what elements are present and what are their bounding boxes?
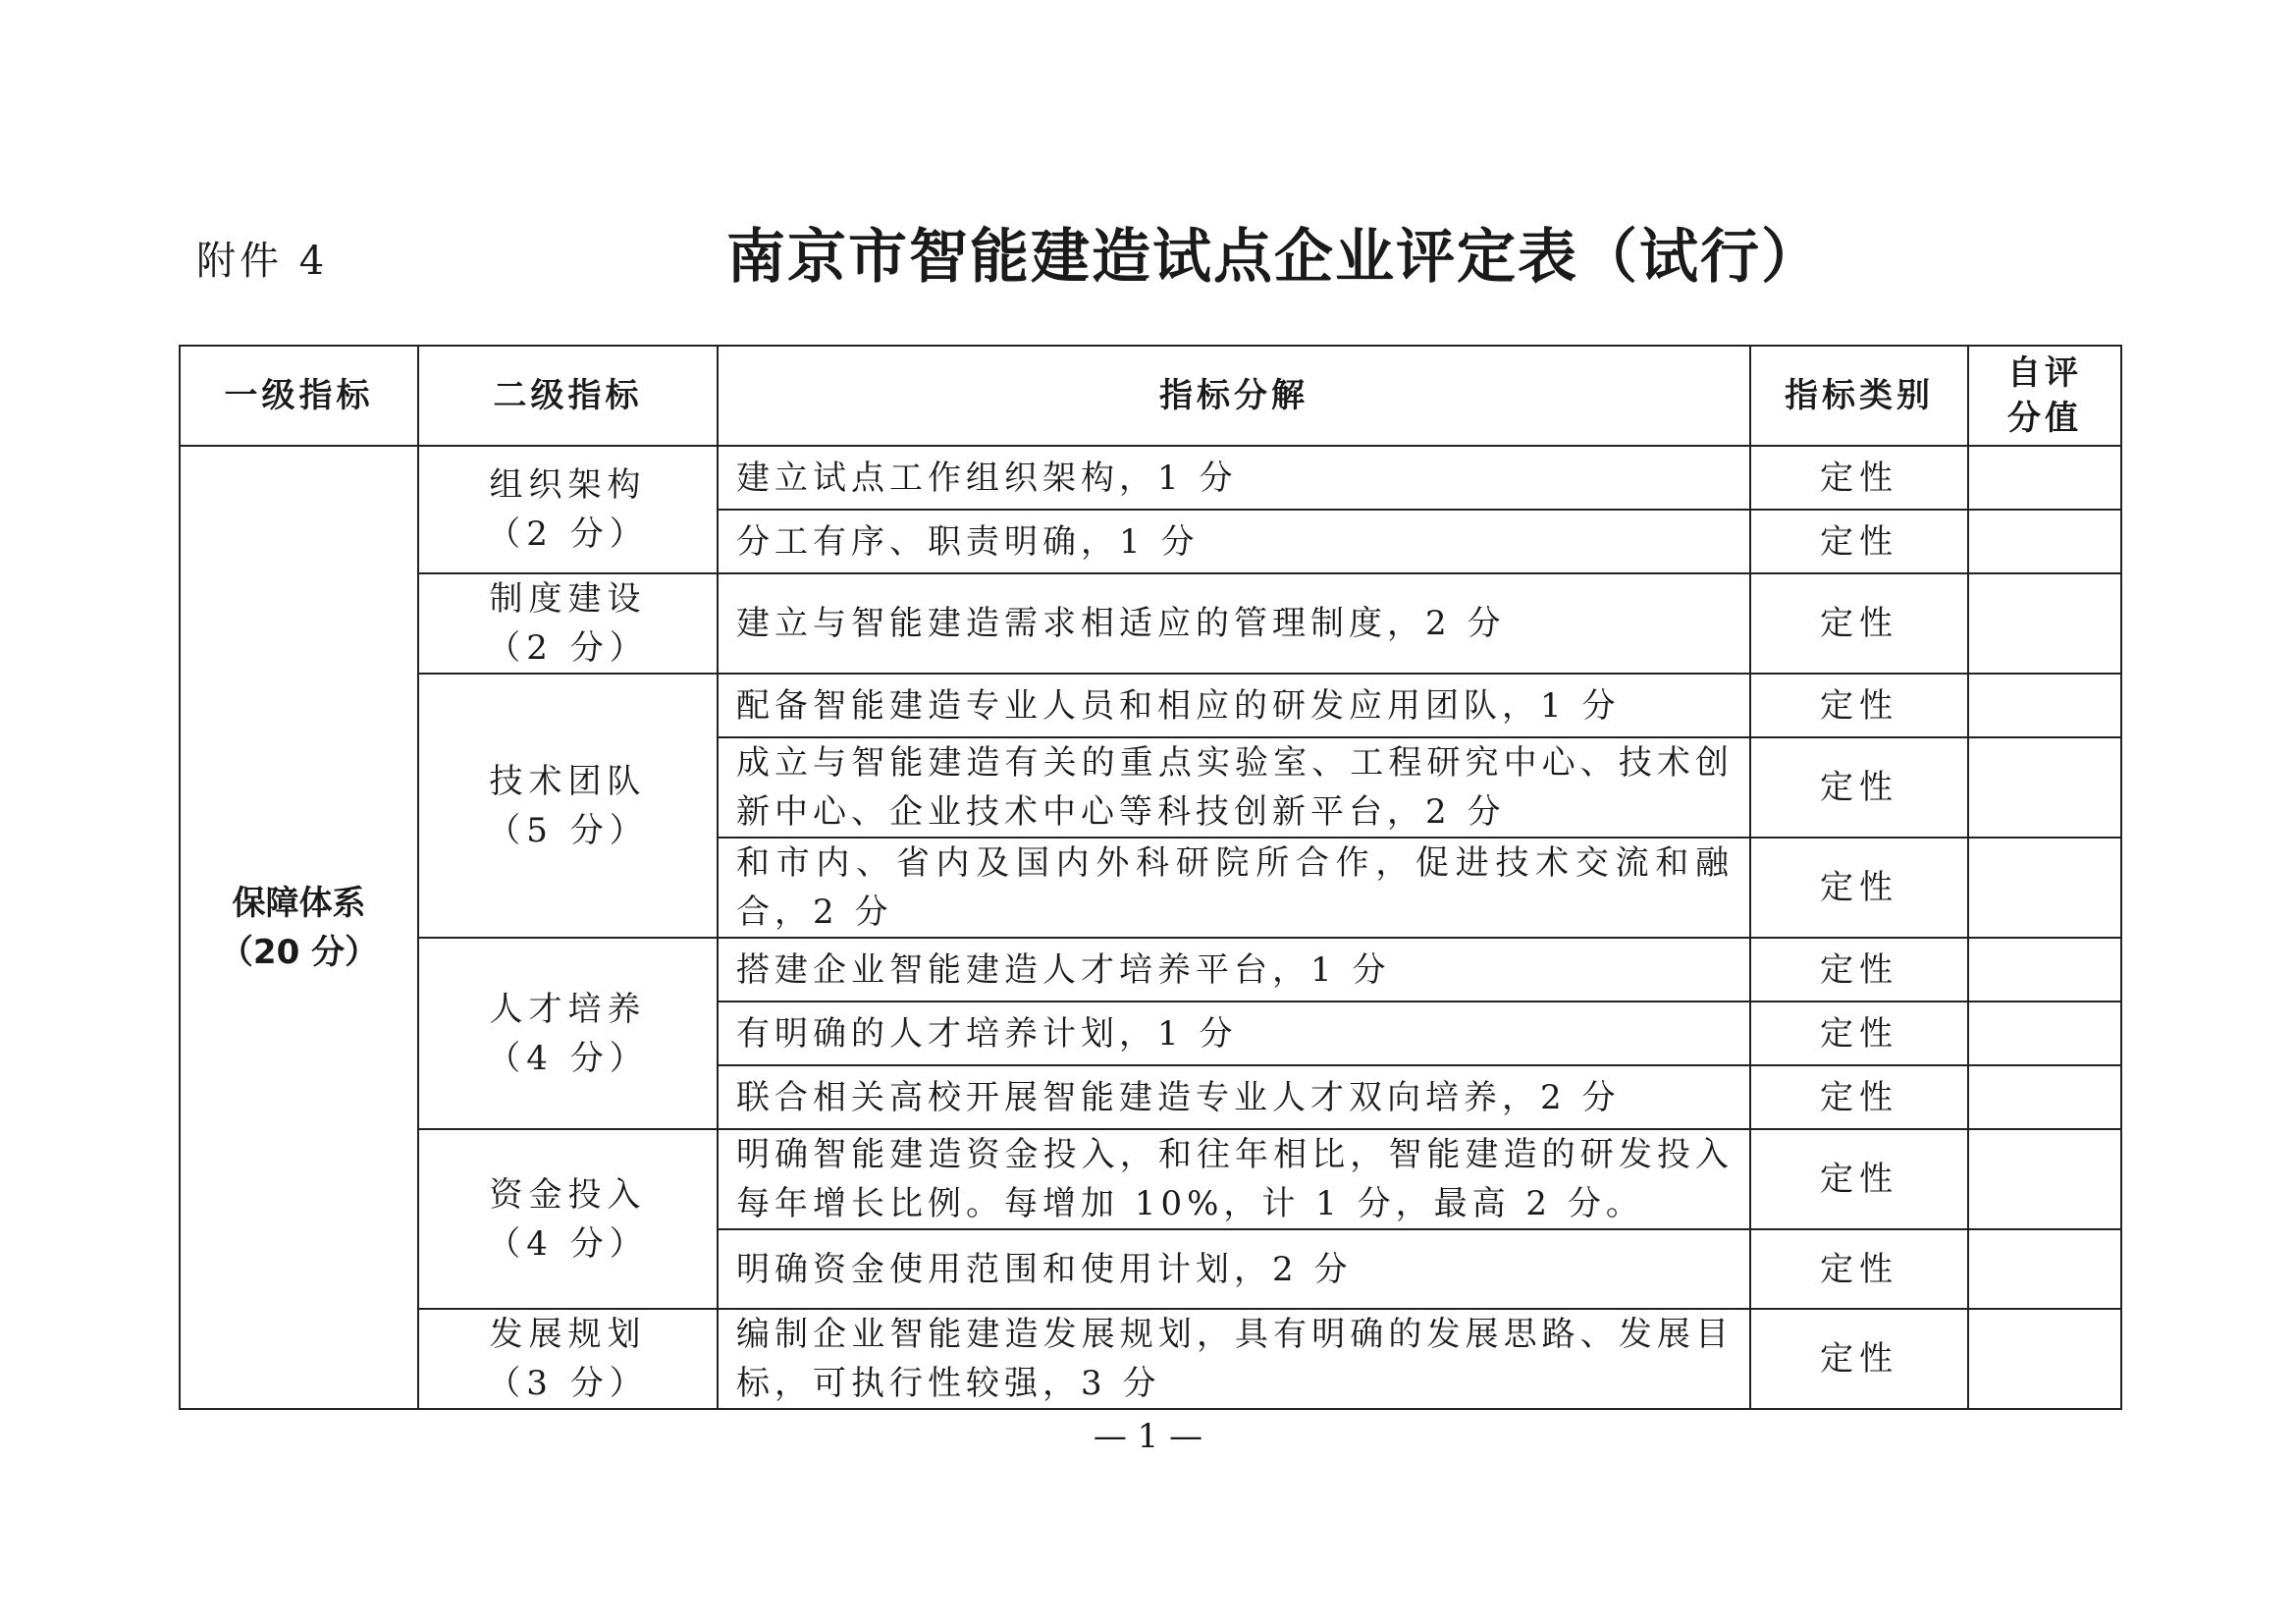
page-number: — 1 — (1093, 1417, 1203, 1456)
level2-score: （2 分） (487, 628, 649, 668)
level1-name: 保障体系 (232, 883, 366, 923)
level1-cell (180, 446, 418, 1409)
self-score-cell[interactable] (1968, 510, 2121, 573)
self-score-cell[interactable] (1968, 1129, 2121, 1229)
category-cell: 定性 (1750, 838, 1968, 938)
header-detail: 指标分解 (718, 346, 1750, 446)
level2-score: （5 分） (487, 810, 649, 850)
table-row (180, 1129, 2121, 1229)
detail-cell: 有明确的人才培养计划，1 分 (718, 1001, 1750, 1065)
self-score-cell[interactable] (1968, 737, 2121, 838)
level2-cell (418, 1129, 718, 1309)
category-cell: 定性 (1750, 510, 1968, 573)
page-title: 南京市智能建造试点企业评定表（试行） (726, 223, 1822, 292)
detail-cell: 编制企业智能建造发展规划，具有明确的发展思路、发展目标，可执行性较强，3 分 (718, 1309, 1750, 1409)
self-score-cell[interactable] (1968, 674, 2121, 737)
self-score-cell[interactable] (1968, 1065, 2121, 1129)
level2-cell (418, 674, 718, 938)
self-score-cell[interactable] (1968, 573, 2121, 674)
level2-name: 组织架构 (489, 465, 647, 505)
detail-cell: 联合相关高校开展智能建造专业人才双向培养，2 分 (718, 1065, 1750, 1129)
category-cell: 定性 (1750, 446, 1968, 510)
detail-cell: 明确智能建造资金投入，和往年相比，智能建造的研发投入每年增长比例。每增加 10%，计 1 分，最高 2 分。 (718, 1129, 1750, 1229)
level2-name: 发展规划 (489, 1315, 647, 1354)
header-category: 指标类别 (1750, 346, 1968, 446)
detail-cell: 搭建企业智能建造人才培养平台，1 分 (718, 938, 1750, 1001)
category-cell: 定性 (1750, 1229, 1968, 1309)
level2-score: （4 分） (487, 1223, 649, 1264)
detail-cell: 明确资金使用范围和使用计划，2 分 (718, 1229, 1750, 1309)
self-score-cell[interactable] (1968, 1309, 2121, 1409)
level2-score: （3 分） (487, 1364, 649, 1403)
self-score-cell[interactable] (1968, 446, 2121, 510)
attachment-label: 附件 4 (196, 239, 329, 284)
level2-score: （4 分） (487, 1038, 649, 1078)
header-self-score-line2: 分值 (2007, 399, 2082, 438)
table-row (180, 674, 2121, 737)
header-self-score-line1: 自评 (2007, 353, 2082, 393)
level1-score: （20 分） (219, 932, 379, 972)
level2-name: 技术团队 (489, 761, 647, 801)
self-score-cell[interactable] (1968, 1229, 2121, 1309)
category-cell: 定性 (1750, 674, 1968, 737)
level2-name: 制度建设 (489, 579, 647, 619)
category-cell: 定性 (1750, 737, 1968, 838)
category-cell: 定性 (1750, 938, 1968, 1001)
detail-cell: 建立与智能建造需求相适应的管理制度，2 分 (718, 573, 1750, 674)
detail-cell: 成立与智能建造有关的重点实验室、工程研究中心、技术创新中心、企业技术中心等科技创新平台，2 分 (718, 737, 1750, 838)
category-cell: 定性 (1750, 1065, 1968, 1129)
category-cell: 定性 (1750, 1129, 1968, 1229)
evaluation-table (179, 345, 2122, 1410)
header-level2: 二级指标 (418, 346, 718, 446)
detail-cell: 建立试点工作组织架构，1 分 (718, 446, 1750, 510)
detail-cell: 配备智能建造专业人员和相应的研发应用团队，1 分 (718, 674, 1750, 737)
detail-cell: 和市内、省内及国内外科研院所合作，促进技术交流和融合，2 分 (718, 838, 1750, 938)
header-level1: 一级指标 (180, 346, 418, 446)
detail-cell: 分工有序、职责明确，1 分 (718, 510, 1750, 573)
table-row (180, 938, 2121, 1001)
self-score-cell[interactable] (1968, 838, 2121, 938)
category-cell: 定性 (1750, 1001, 1968, 1065)
level2-name: 人才培养 (489, 989, 647, 1029)
self-score-cell[interactable] (1968, 1001, 2121, 1065)
level2-cell (418, 1309, 718, 1409)
self-score-cell[interactable] (1968, 938, 2121, 1001)
table-row (180, 446, 2121, 510)
table-header-row (180, 346, 2121, 446)
level2-name: 资金投入 (489, 1174, 647, 1215)
header-self-score (1968, 346, 2121, 446)
level2-cell (418, 938, 718, 1129)
level2-cell (418, 446, 718, 573)
category-cell: 定性 (1750, 573, 1968, 674)
level2-cell (418, 573, 718, 674)
category-cell: 定性 (1750, 1309, 1968, 1409)
table-row (180, 1309, 2121, 1409)
table-row (180, 573, 2121, 674)
level2-score: （2 分） (487, 514, 649, 554)
